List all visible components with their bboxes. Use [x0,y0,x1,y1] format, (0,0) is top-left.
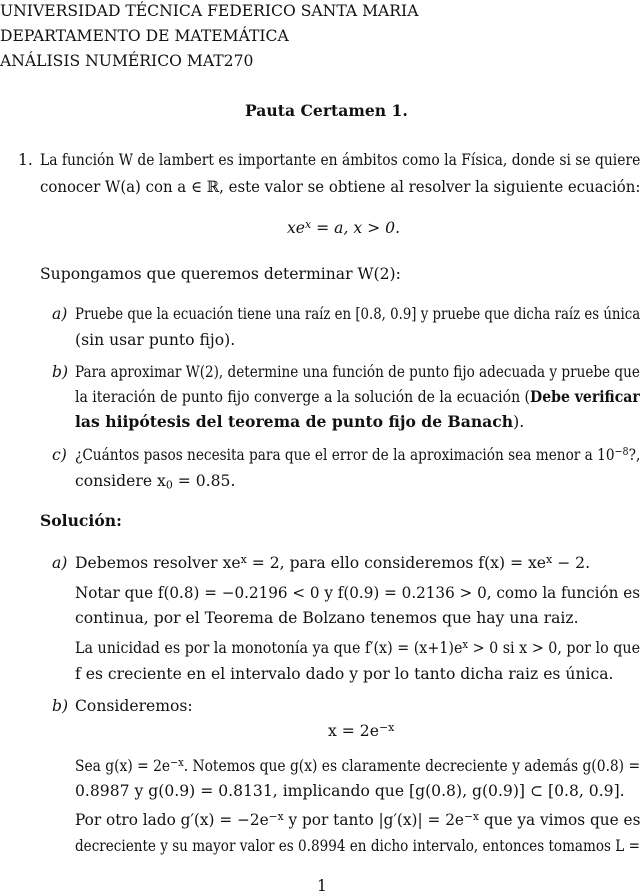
solution-b-equation-base: x = 2e [328,722,379,740]
document-title: Pauta Certamen 1. [245,101,408,120]
item-c-line2-post: = 0.85. [172,472,236,490]
solution-a-line4-part2: > 0 si x > 0, por lo que [468,639,641,657]
solution-a-line1-part3: − 2. [552,554,591,572]
item-b-line1: Para aproximar W(2), determine una función de punto fijo adecuada y pruebe que [75,363,640,381]
solution-b-line2-exp: −x [170,756,184,770]
solution-b-line1: Consideremos: [75,697,193,715]
item-b-line2-text: la iteración de punto fijo converge a la solución de la ecuación ( [75,388,531,406]
item-b-line3-bold: las hiipótesis del teorema de punto fijo de Banach [75,412,514,431]
solution-heading: Solución: [40,511,122,530]
item-a-line2: (sin usar punto fijo). [75,331,236,349]
problem-intro-line1: La función W de lambert es importante en ámbitos como la Física, donde si se quiere [40,151,641,169]
item-b-line3-text: ). [513,413,525,431]
equation-lhs: xe [287,219,306,237]
item-b-line2 [75,387,640,407]
solution-a-line2: Notar que f(0.8) = −0.2196 < 0 y f(0.9) = 0.2136 > 0, como la función es [75,584,641,602]
item-b-line3 [75,412,524,432]
item-c-line2-sub: 0 [165,478,173,492]
item-c-line1-post: ?, [628,446,641,464]
solution-a-line1-part1: Debemos resolver xe [75,554,241,572]
solution-b-line2 [75,756,640,776]
item-c-line1-pre: ¿Cuántos pasos necesita para que el error de la aproximación sea menor a 10 [75,446,615,464]
solution-a-line4-exp: x [462,638,469,652]
header-course: ANÁLISIS NUMÉRICO MAT270 [0,52,254,70]
solution-a-label: a) [52,554,68,572]
item-c-line1 [75,445,640,465]
problem-number: 1. [18,151,33,169]
problem-suppose: Supongamos que queremos determinar W(2): [40,265,401,283]
problem-intro-line2: conocer W(a) con a ∈ ℝ, este valor se obtiene al resolver la siguiente ecuación: [40,178,641,196]
solution-b-line4-part1: Por otro lado g′(x) = −2e [75,811,269,829]
solution-b-label: b) [52,697,69,715]
solution-b-line3: 0.8987 y g(0.9) = 0.8131, implicando que [g(0.8), g(0.9)] ⊂ [0.8, 0.9]. [75,782,625,800]
solution-a-line3: continua, por el Teorema de Bolzano tenemos que hay una raiz. [75,609,579,627]
solution-b-line4-exp2: −x [463,810,479,824]
item-c-line2-pre: considere x [75,472,166,490]
solution-a-line5: f es creciente en el intervalo dado y por lo tanto dicha raiz es única. [75,665,614,683]
solution-a-line1-exp2: x [546,553,553,567]
solution-a-line1-exp1: x [240,553,247,567]
header-department: DEPARTAMENTO DE MATEMÁTICA [0,27,289,45]
item-a-label: a) [52,305,68,323]
main-equation [287,218,400,238]
equation-rhs: = a, x > 0. [311,219,401,237]
solution-a-line4 [75,638,640,658]
solution-b-line4-exp1: −x [268,810,284,824]
item-c-line2 [75,471,235,491]
solution-b-line2-part1: Sea g(x) = 2e [75,757,171,775]
solution-b-equation [328,721,394,741]
solution-a-line4-part1: La unicidad es por la monotonía ya que f′(x) = (x+1)e [75,639,463,657]
solution-b-line2-part2: . Notemos que g(x) es claramente decreciente y además g(0.8) = [183,757,641,775]
item-b-label: b) [52,363,69,381]
solution-a-line1-part2: = 2, para ello consideremos f(x) = xe [246,554,547,572]
solution-b-line4-part2: y por tanto |g′(x)| = 2e [283,811,464,829]
item-c-label: c) [52,446,67,464]
solution-a-line1 [75,553,590,573]
item-c-line1-exp: −8 [614,445,629,459]
header-university: UNIVERSIDAD TÉCNICA FEDERICO SANTA MARIA [0,2,419,20]
page-number: 1 [317,877,327,895]
solution-b-line5: decreciente y su mayor valor es 0.8994 en dicho intervalo, entonces tomamos L = [75,837,640,855]
solution-b-equation-exp: −x [378,721,395,735]
item-b-line2-bold: Debe verificar [530,387,640,406]
solution-b-line4 [75,810,640,830]
solution-b-line4-part3: que ya vimos que es [478,811,641,829]
item-a-line1: Pruebe que la ecuación tiene una raíz en [0.8, 0.9] y pruebe que dicha raíz es única [75,305,641,323]
equation-exponent: x [305,218,312,232]
